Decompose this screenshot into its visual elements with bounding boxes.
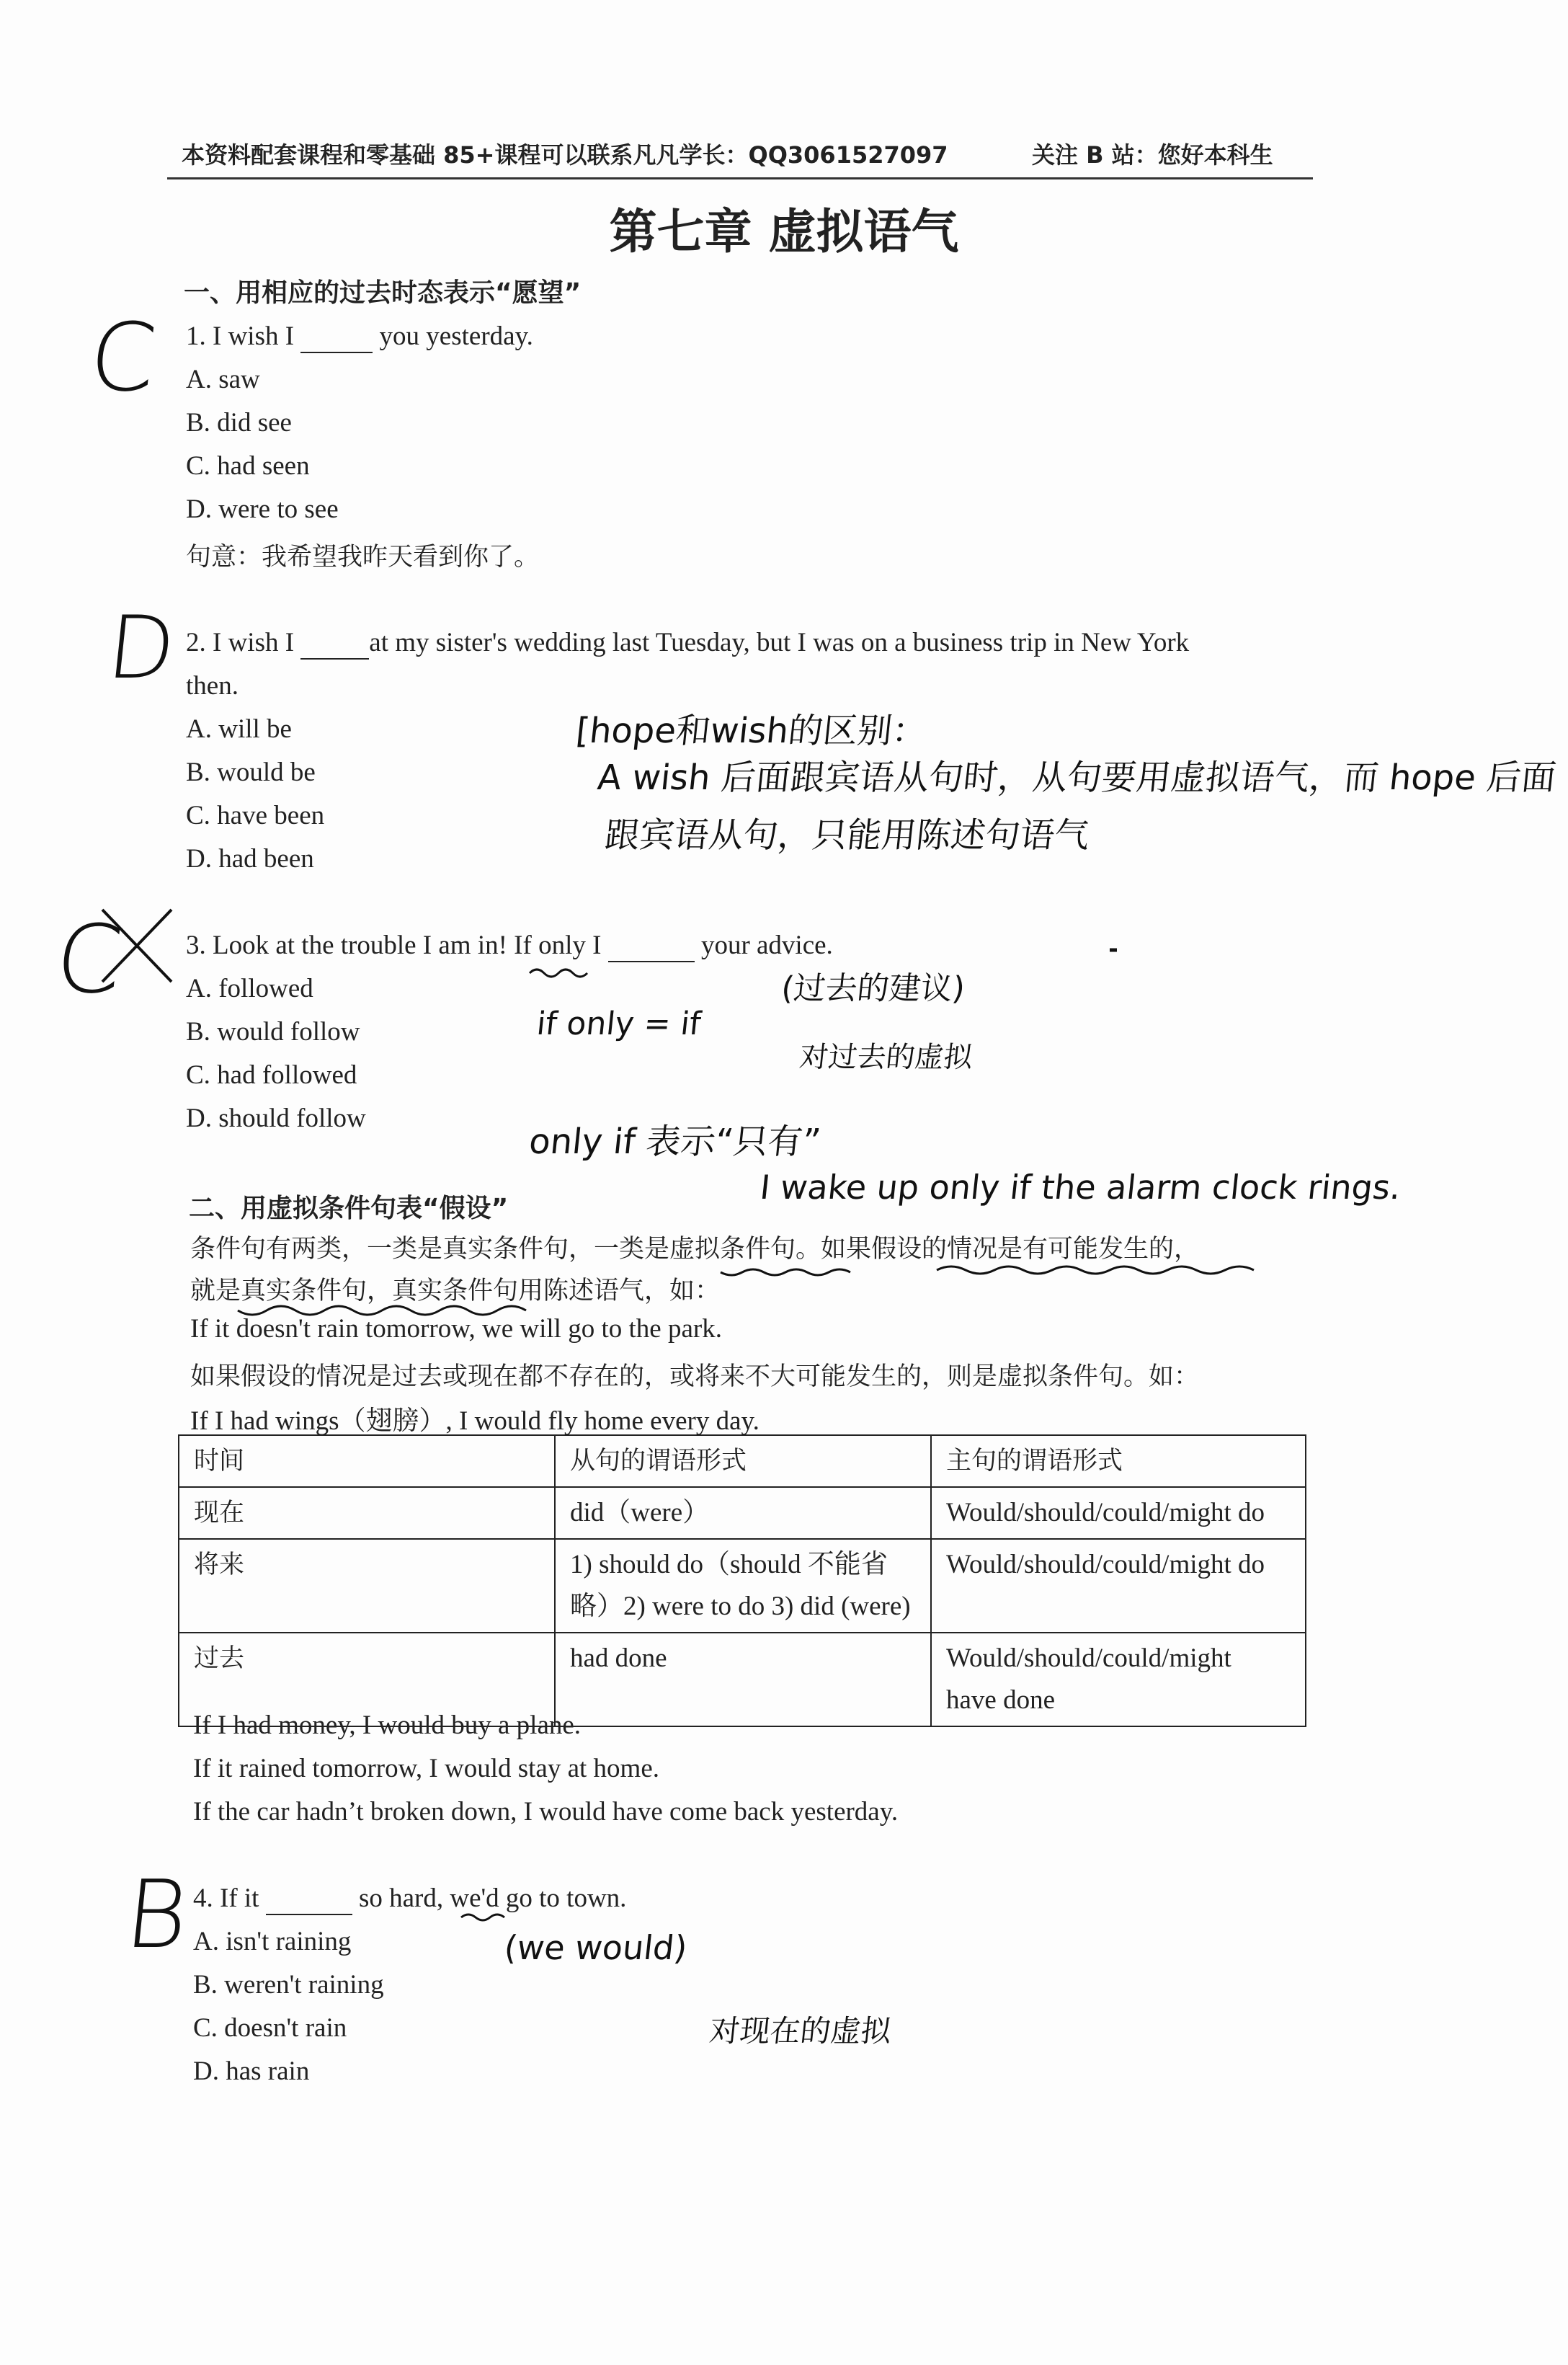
section2-example2: If I had wings（翅膀）, I would fly home every day. — [190, 1406, 760, 1436]
handwritten-note-if-only: if only = if — [535, 1006, 703, 1042]
q4-stem-pre: 4. If it — [193, 1883, 259, 1913]
section1-heading: 一、用相应的过去时态表示“愿望” — [184, 278, 582, 308]
underline-real-conditional — [238, 1306, 526, 1315]
table-cell-text: Would/should/could/might do — [946, 1550, 1265, 1579]
handwritten-answer-q1: C — [84, 303, 161, 412]
section2-heading: 二、用虚拟条件句表“假设” — [189, 1194, 509, 1223]
section2-para1: 条件句有两类，一类是真实条件句，一类是虚拟条件句。如果假设的情况是有可能发生的， — [190, 1235, 1200, 1264]
handwritten-note-past-subjunctive: 对过去的虚拟 — [798, 1041, 975, 1074]
handwritten-note-past-advice: (过去的建议) — [779, 970, 967, 1007]
header-promo-text: 本资料配套课程和零基础 85+课程可以联系凡凡学长：QQ3061527097 — [182, 141, 948, 169]
q3-option-a: A. followed — [186, 974, 313, 1003]
q3-stem-pre: 3. Look at the trouble I am in! If only I — [186, 931, 602, 960]
table-header-time: 时间 — [179, 1435, 555, 1487]
q1-option-c: C. had seen — [186, 451, 310, 481]
underline-subjunctive-clause — [721, 1269, 850, 1275]
table-cell-text: Would/should/could/might do — [946, 1498, 1265, 1527]
q2-option-b: B. would be — [186, 758, 316, 787]
q1-option-b: B. did see — [186, 408, 292, 438]
handwritten-note-hope-wish-title: [hope和wish的区别： — [574, 711, 930, 751]
handwritten-note-we-would: (we would) — [502, 1928, 690, 1967]
q2-option-c: C. have been — [186, 801, 325, 830]
table-cell-time: 将来 — [179, 1539, 555, 1633]
section2-para2: 就是真实条件句，真实条件句用陈述语气，如： — [190, 1277, 721, 1305]
table-cell-time: 过去 — [179, 1633, 555, 1726]
q3-stem-post: your advice. — [700, 931, 833, 960]
table-header-main: 主句的谓语形式 — [931, 1435, 1306, 1487]
q4-option-a: A. isn't raining — [193, 1927, 352, 1956]
section2-para3: 如果假设的情况是过去或现在都不存在的，或将来不大可能发生的，则是虚拟条件句。如： — [190, 1362, 1200, 1391]
table-cell-text: 1) should do（should 不能省 — [570, 1550, 888, 1579]
squiggle-possible-case — [937, 1266, 1254, 1274]
handwritten-note-hope-wish-line2: 跟宾语从句，只能用陈述句语气 — [602, 815, 1092, 856]
table-cell-text: have done — [946, 1685, 1056, 1715]
handwritten-note-example: I wake up only if the alarm clock rings. — [758, 1168, 1403, 1207]
handwritten-note-hope-wish-line1: A wish 后面跟宾语从句时，从句要用虚拟语气，而 hope 后面 — [595, 758, 1559, 798]
q2-stem-cont: then. — [186, 671, 239, 701]
q1-meaning: 句意：我希望我昨天看到你了。 — [186, 543, 540, 572]
q3-cross-mark — [102, 910, 172, 982]
q3-option-c: C. had followed — [186, 1060, 357, 1090]
q2-option-d: D. had been — [186, 844, 314, 874]
section2-example1: If it doesn't rain tomorrow, we will go to the park. — [190, 1314, 722, 1344]
q3-option-d: D. should follow — [186, 1104, 366, 1133]
table-cell-time: 现在 — [179, 1487, 555, 1539]
q1-stem-pre: 1. I wish I — [186, 321, 295, 351]
table-cell-text: had done — [570, 1643, 667, 1673]
table-cell-text: Would/should/could/might — [946, 1643, 1231, 1673]
q1-option-d: D. were to see — [186, 494, 339, 524]
handwritten-answer-q4: B — [120, 1860, 194, 1969]
header-bilibili-text: 关注 B 站：您好本科生 — [1032, 141, 1273, 169]
chapter-title: 第七章 虚拟语气 — [609, 204, 959, 259]
q3-option-b: B. would follow — [186, 1017, 360, 1047]
section2-example5: If the car hadn’t broken down, I would have come back yesterday. — [193, 1797, 899, 1827]
squiggle-wed — [461, 1914, 504, 1920]
section2-example3: If I had money, I would buy a plane. — [193, 1710, 582, 1740]
handwritten-answer-q3: C — [50, 905, 128, 1014]
q4-stem-post: so hard, we'd go to town. — [358, 1883, 627, 1913]
q2-option-a: A. will be — [186, 714, 292, 744]
handwritten-answer-q2: D — [102, 598, 180, 698]
section2-example4: If it rained tomorrow, I would stay at home. — [193, 1754, 659, 1783]
table-cell-text: did（were） — [570, 1498, 710, 1527]
table-cell-text: 略）2) were to do 3) did (were) — [570, 1592, 911, 1621]
q1-option-a: A. saw — [186, 365, 260, 394]
q2-stem-pre: 2. I wish I — [186, 628, 295, 657]
q4-option-d: D. has rain — [193, 2056, 310, 2086]
q1-stem-post: you yesterday. — [379, 321, 533, 351]
squiggle-if-only — [530, 969, 587, 977]
q2-stem-post: at my sister's wedding last Tuesday, but I was on a business trip in New York — [369, 628, 1190, 657]
handwritten-note-only-if: only if 表示“只有” — [527, 1122, 823, 1162]
q4-option-c: C. doesn't rain — [193, 2013, 347, 2043]
handwritten-note-present-subjunctive: 对现在的虚拟 — [708, 2013, 894, 2049]
table-header-clause: 从句的谓语形式 — [555, 1435, 931, 1487]
q4-option-b: B. weren't raining — [193, 1970, 384, 2000]
